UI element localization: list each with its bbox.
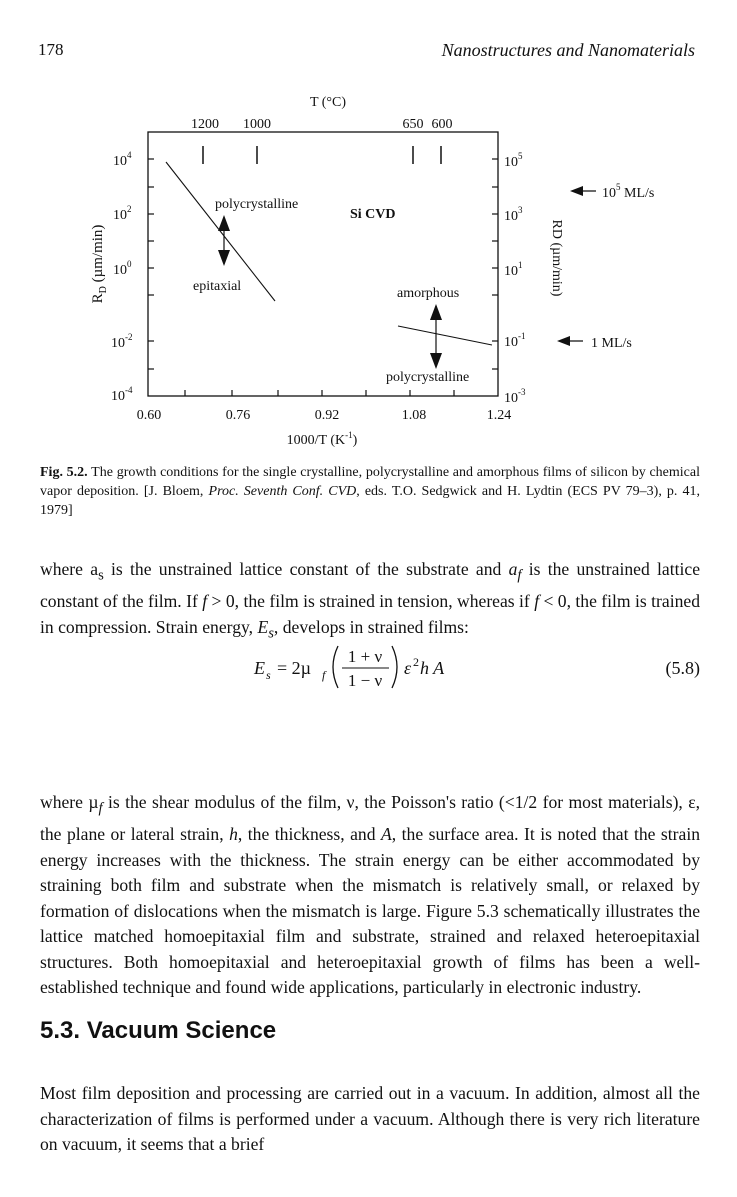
y-left-tick-10e-2: $10^{-2}$ (111, 332, 133, 351)
y-right-tick-10e-1: $10^{-1}$ (504, 331, 526, 350)
eq-paren-left (333, 646, 338, 688)
caption-journal: Proc. Seventh Conf. CVD (208, 484, 357, 499)
x-tick-0.60: 0.60 (136, 408, 162, 423)
y-left-tick-10e-4: $10^{-4}$ (111, 385, 133, 404)
figure-caption (40, 463, 700, 520)
top-tick-1200: 1200 (191, 117, 219, 132)
y-left-tick-10e0: $10^0$ (113, 259, 132, 278)
figure-growth-conditions (0, 0, 737, 460)
eq-lhs: E (254, 658, 265, 678)
boundary-line-lower (398, 326, 492, 345)
x-tick-0.92: 0.92 (314, 408, 340, 423)
label-amorphous: amorphous (397, 286, 460, 301)
eq-coef-sub: f (322, 668, 326, 682)
y-axis-label-left: $R_D$ (µm/min) (90, 224, 109, 304)
x-tick-1.24: 1.24 (486, 408, 512, 423)
paragraph-2: where µ$_f$ is the shear modulus of the film, ν, the Poisson's ratio (<1/2 for most materials), ε, the plane or lateral strain, h, the thickness, and A, the surface area. It is noted that the strain energy increases with the thickness. The strain energy can be either accommodated by straining both film and substrate when the mismatch is relatively small, or relaxed by formation of dislocations when the mismatch is large. Figure 5.3 schematically illustrates the lattice matched homoepitaxial film and substrate, strained and relaxed heteroepitaxial structures. Both homoepitaxial and heteroepitaxial growth of films has been a well-established technique and found wide applications, particularly in electronic industry. (40, 792, 701, 998)
arrowhead-lower-down (430, 353, 442, 369)
y-right-tick-10e-3: $10^{-3}$ (504, 387, 526, 406)
top-tick-650: 650 (402, 117, 424, 132)
y-axis-label-right: RD (µm/min) (549, 219, 564, 297)
bottom-tick-marks (185, 390, 454, 396)
eq-epsilon-exp: 2 (413, 655, 419, 669)
right-tick-marks (492, 159, 498, 369)
x-tick-1.08: 1.08 (401, 408, 427, 423)
arrowhead-upper-down (218, 250, 230, 266)
label-polycrystalline-top: polycrystalline (215, 197, 299, 212)
equation-svg (40, 642, 700, 692)
eq-coef: = 2µ (277, 658, 312, 678)
eq-denominator: 1 − ν (347, 671, 383, 690)
eq-number: (5.8) (665, 658, 700, 678)
y-right-tick-10e5: $10^5$ (504, 151, 523, 170)
eq-paren-right (392, 646, 397, 688)
y-right-tick-10e3: $10^3$ (504, 205, 523, 224)
x-tick-0.76: 0.76 (225, 408, 251, 423)
y-left-tick-10e2: $10^2$ (113, 204, 132, 223)
top-tick-600: 600 (431, 117, 453, 132)
paragraph-1: where $a_s$ is the unstrained lattice constant of the substrate and $a_f$ is the unstrained lattice constant of the film. If f > 0, the film is strained in tension, whereas if f < 0, the film is trained in compression. Strain energy, $E_s$, develops in strained films: (40, 559, 700, 642)
equation-5-8 (40, 642, 700, 692)
caption-label: Fig. 5.2. (40, 465, 88, 480)
eq-numerator: 1 + ν (347, 647, 383, 666)
section-heading: 5.3. Vacuum Science (40, 1017, 277, 1044)
top-tick-1000: 1000 (243, 117, 271, 132)
eq-lhs-sub: s (266, 668, 271, 682)
label-polycrystalline-bottom: polycrystalline (386, 370, 470, 385)
arrowhead-upper-up (218, 215, 230, 231)
left-tick-marks (148, 159, 154, 369)
eq-epsilon: ε (404, 658, 412, 678)
arrowhead-rate-high (570, 186, 583, 196)
label-si-cvd: Si CVD (350, 207, 396, 222)
annotation-rate-high: $10^5$ ML/s (602, 182, 655, 201)
top-tick-marks (203, 146, 441, 164)
running-title: Nanostructures and Nanomaterials (441, 40, 695, 60)
arrowhead-lower-up (430, 304, 442, 320)
caption-text-2: , eds. T.O. Sedgwick and H. Lydtin (ECS PV 79–3), p. 41, 1979] (40, 484, 701, 518)
annotation-rate-low: 1 ML/s (591, 336, 632, 351)
plot-frame (148, 132, 498, 396)
top-axis-title: T (°C) (309, 95, 347, 110)
y-left-tick-10e4: $10^4$ (113, 150, 132, 169)
eq-tail: h A (420, 658, 445, 678)
paragraph-3: Most film deposition and processing are carried out in a vacuum. In addition, almost all the characterization of films is performed under a vacuum. Although there is very rich literature on vacuum, it seems that a brief (40, 1083, 700, 1154)
caption-text-1: The growth conditions for the single crystalline, polycrystalline and amorphous films of silicon by chemical vapor deposition. [J. Bloem, (40, 465, 700, 499)
page-number: 178 (38, 40, 64, 59)
x-axis-label: 1000/T $(K^{-1})$ (286, 430, 358, 448)
label-epitaxial: epitaxial (193, 279, 242, 294)
y-right-tick-10e1: $10^1$ (504, 260, 523, 279)
arrowhead-rate-low (557, 336, 570, 346)
